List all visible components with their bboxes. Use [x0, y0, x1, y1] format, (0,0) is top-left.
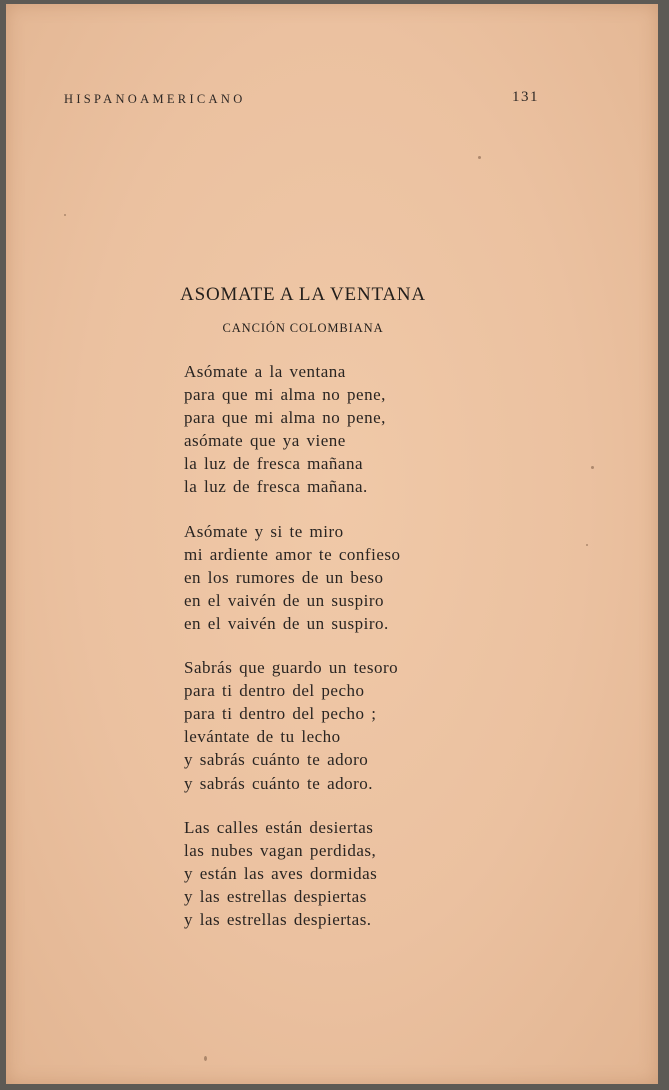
- poem-subtitle: CANCIÓN COLOMBIANA: [222, 321, 384, 335]
- poem-line: levántate de tu lecho: [184, 727, 341, 747]
- poem-line: Sabrás que guardo un tesoro: [184, 658, 399, 678]
- poem-line: Asómate a la ventana: [184, 362, 346, 381]
- poem-line: mi ardiente amor te confieso: [184, 544, 401, 564]
- paper-speck: [478, 156, 481, 159]
- poem-line: y sabrás cuánto te adoro.: [184, 773, 374, 793]
- poem-body: [184, 360, 400, 952]
- poem-line: y sabrás cuánto te adoro: [184, 750, 369, 770]
- poem-line: y están las aves dormidas: [184, 863, 378, 883]
- stanza-2: [184, 520, 400, 635]
- poem-line: en el vaivén de un suspiro.: [184, 613, 389, 633]
- stanza-4: [184, 816, 400, 931]
- poem-line: para que mi alma no pene,: [184, 408, 386, 428]
- poem-line: para que mi alma no pene,: [184, 385, 386, 405]
- poem-line: en el vaivén de un suspiro: [184, 590, 385, 610]
- paper-speck: [204, 1056, 207, 1061]
- poem-line: y las estrellas despiertas: [184, 886, 367, 906]
- poem-line: las nubes vagan perdidas,: [184, 840, 377, 860]
- stanza-1: [184, 360, 400, 499]
- stanza-3: [184, 656, 400, 795]
- poem-line: para ti dentro del pecho ;: [184, 704, 377, 724]
- poem-line: Las calles están desiertas: [184, 817, 374, 837]
- paper-speck: [591, 466, 594, 469]
- poem-line: y las estrellas despiertas.: [184, 909, 372, 929]
- poem-line: la luz de fresca mañana.: [184, 477, 368, 497]
- poem-line: Asómate y si te miro: [184, 521, 344, 541]
- running-head: HISPANOAMERICANO: [64, 92, 246, 106]
- poem-line: la luz de fresca mañana: [184, 454, 364, 474]
- poem-line: en los rumores de un beso: [184, 567, 384, 587]
- paper-speck: [586, 544, 588, 546]
- poem-line: asómate que ya viene: [184, 431, 346, 451]
- paper-speck: [64, 214, 66, 216]
- page-number: 131: [512, 89, 539, 105]
- book-page: [6, 4, 658, 1084]
- poem-line: para ti dentro del pecho: [184, 681, 365, 701]
- poem-title: ASOMATE A LA VENTANA: [180, 284, 426, 305]
